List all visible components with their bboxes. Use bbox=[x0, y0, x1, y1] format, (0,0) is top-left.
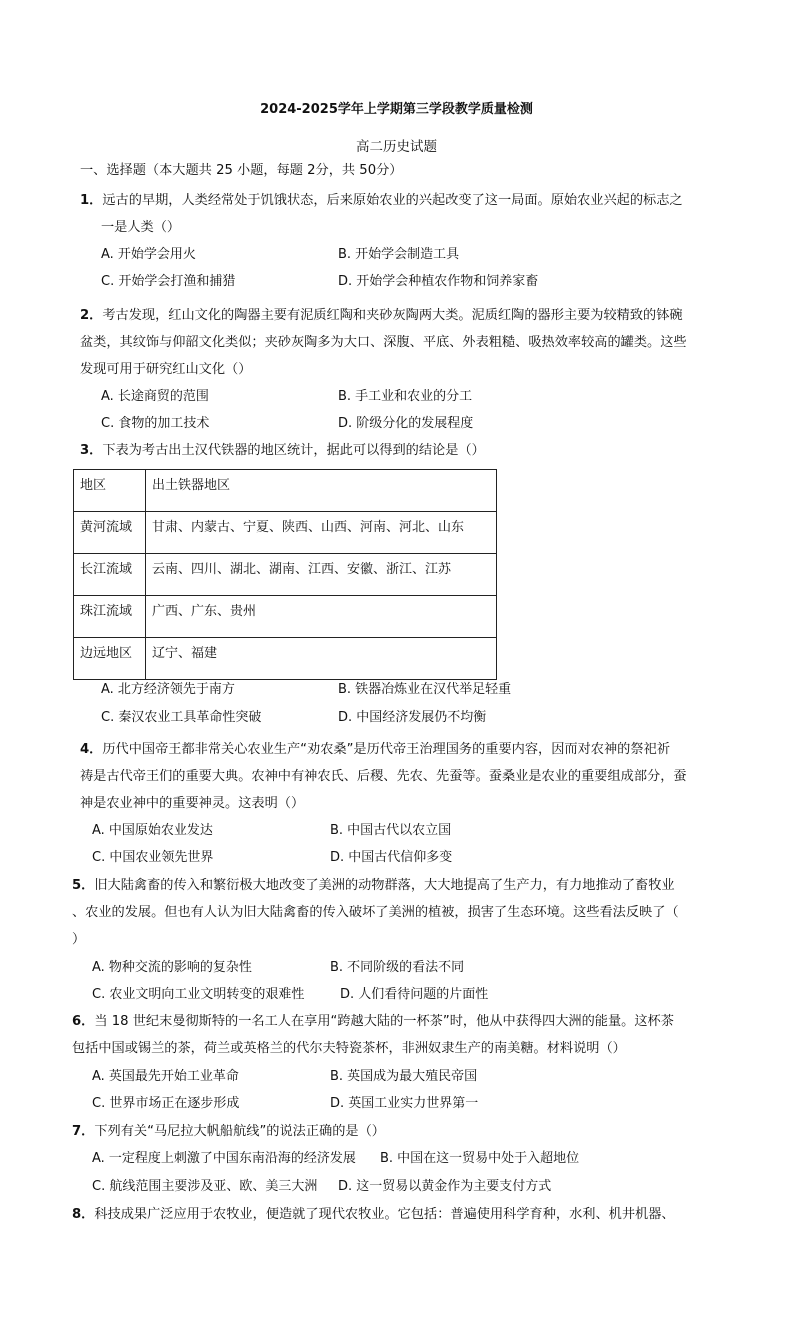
question-number: 7． bbox=[72, 1124, 95, 1139]
table-cell: 辽宁、福建 bbox=[146, 638, 497, 680]
question-2 bbox=[80, 307, 683, 325]
table-cell: 黄河流域 bbox=[74, 512, 146, 554]
table-cell: 甘肃、内蒙古、宁夏、陕西、山西、河南、河北、山东 bbox=[146, 512, 497, 554]
option-c: C. 中国农业领先世界 bbox=[92, 850, 214, 865]
option-d: D. 这一贸易以黄金作为主要支付方式 bbox=[338, 1179, 552, 1194]
question-text: 下列有关“马尼拉大帆船航线”的说法正确的是（） bbox=[94, 1124, 385, 1139]
question-7 bbox=[72, 1123, 385, 1141]
exam-subtitle: 高二历史试题 bbox=[356, 139, 437, 155]
option-a: A. 中国原始农业发达 bbox=[92, 823, 213, 838]
option-d: D. 人们看待问题的片面性 bbox=[340, 987, 489, 1002]
table-row bbox=[74, 638, 497, 680]
option-c: C. 秦汉农业工具革命性突破 bbox=[101, 710, 262, 725]
table-row bbox=[74, 596, 497, 638]
option-b: B. 不同阶级的看法不同 bbox=[330, 960, 465, 975]
question-8 bbox=[72, 1206, 675, 1224]
option-d: D. 中国经济发展仍不均衡 bbox=[338, 710, 487, 725]
question-text: 、农业的发展。但也有人认为旧大陆禽畜的传入破坏了美洲的植被，损害了生态环境。这些看法反映了（ bbox=[72, 905, 679, 920]
question-1 bbox=[80, 192, 683, 210]
option-d: D. 阶级分化的发展程度 bbox=[338, 416, 474, 431]
question-text: 下表为考古出土汉代铁器的地区统计，据此可以得到的结论是（） bbox=[102, 443, 485, 458]
option-b: B. 铁器冶炼业在汉代举足轻重 bbox=[338, 682, 512, 697]
option-c: C. 世界市场正在逐步形成 bbox=[92, 1096, 240, 1111]
question-text: 祷是古代帝王们的重要大典。农神中有神农氏、后稷、先农、先蚕等。蚕桑业是农业的重要组成部分，蚕 bbox=[80, 769, 687, 784]
option-a: A. 英国最先开始工业革命 bbox=[92, 1069, 239, 1084]
exam-title: 2024-2025学年上学期第三学段教学质量检测 bbox=[260, 102, 533, 117]
option-a: A. 一定程度上刺激了中国东南沿海的经济发展 bbox=[92, 1151, 356, 1166]
question-text: 历代中国帝王都非常关心农业生产“劝农桑”是历代帝王治理国务的重要内容，因而对农神的祭祀祈 bbox=[102, 742, 670, 757]
question-text: 远古的早期，人类经常处于饥饿状态，后来原始农业的兴起改变了这一局面。原始农业兴起的标志之 bbox=[102, 193, 683, 208]
question-text: 当 18 世纪末曼彻斯特的一名工人在享用“跨越大陆的一杯茶”时，他从中获得四大洲的能量。这杯茶 bbox=[94, 1014, 674, 1029]
question-4 bbox=[80, 741, 670, 759]
table-header-cell: 出土铁器地区 bbox=[146, 470, 497, 512]
question-number: 8． bbox=[72, 1207, 95, 1222]
table-cell: 珠江流域 bbox=[74, 596, 146, 638]
question-3 bbox=[80, 442, 485, 460]
option-a: A. 长途商贸的范围 bbox=[101, 389, 209, 404]
section-heading: 一、选择题（本大题共 25 小题，每题 2分，共 50分） bbox=[80, 163, 403, 178]
question-number: 4． bbox=[80, 742, 103, 757]
option-b: B. 英国成为最大殖民帝国 bbox=[330, 1069, 478, 1084]
table-cell: 广西、广东、贵州 bbox=[146, 596, 497, 638]
option-d: D. 英国工业实力世界第一 bbox=[330, 1096, 479, 1111]
option-b: B. 中国古代以农立国 bbox=[330, 823, 452, 838]
question-text: 盆类，其纹饰与仰韶文化类似；夹砂灰陶多为大口、深腹、平底、外表粗糙、吸热效率较高的罐类。这些 bbox=[80, 335, 687, 350]
option-c: C. 农业文明向工业文明转变的艰难性 bbox=[92, 987, 305, 1002]
option-a: A. 北方经济领先于南方 bbox=[101, 682, 235, 697]
option-c: C. 食物的加工技术 bbox=[101, 416, 210, 431]
iron-artifacts-table bbox=[73, 469, 497, 680]
table-cell: 云南、四川、湖北、湖南、江西、安徽、浙江、江苏 bbox=[146, 554, 497, 596]
question-text: 科技成果广泛应用于农牧业，便造就了现代农牧业。它包括：普遍使用科学育种，水利、机井机器、 bbox=[94, 1207, 675, 1222]
question-text: 包括中国或锡兰的茶，荷兰或英格兰的代尔夫特瓷茶杯，非洲奴隶生产的南美糖。材料说明（） bbox=[72, 1041, 626, 1056]
option-c: C. 航线范围主要涉及亚、欧、美三大洲 bbox=[92, 1179, 318, 1194]
question-text: 一是人类（） bbox=[101, 220, 181, 235]
table-header-row bbox=[74, 470, 497, 512]
question-number: 6． bbox=[72, 1014, 95, 1029]
question-text: 旧大陆禽畜的传入和繁衍极大地改变了美洲的动物群落，大大地提高了生产力，有力地推动了畜牧业 bbox=[94, 878, 675, 893]
option-d: D. 开始学会种植农作物和饲养家畜 bbox=[338, 274, 539, 289]
question-number: 2． bbox=[80, 308, 103, 323]
table-cell: 长江流域 bbox=[74, 554, 146, 596]
table-row bbox=[74, 512, 497, 554]
question-text: ） bbox=[72, 932, 86, 947]
question-number: 1． bbox=[80, 193, 103, 208]
question-text: 发现可用于研究红山文化（） bbox=[80, 362, 252, 377]
option-d: D. 中国古代信仰多变 bbox=[330, 850, 453, 865]
question-number: 3． bbox=[80, 443, 103, 458]
question-text: 考古发现，红山文化的陶器主要有泥质红陶和夹砂灰陶两大类。泥质红陶的器形主要为较精致的钵碗 bbox=[102, 308, 683, 323]
question-5 bbox=[72, 877, 675, 895]
question-number: 5． bbox=[72, 878, 95, 893]
option-a: A. 开始学会用火 bbox=[101, 247, 196, 262]
option-b: B. 开始学会制造工具 bbox=[338, 247, 460, 262]
table-row bbox=[74, 554, 497, 596]
table-cell: 边远地区 bbox=[74, 638, 146, 680]
option-b: B. 手工业和农业的分工 bbox=[338, 389, 473, 404]
question-6 bbox=[72, 1013, 674, 1031]
option-b: B. 中国在这一贸易中处于入超地位 bbox=[380, 1151, 580, 1166]
option-c: C. 开始学会打渔和捕猎 bbox=[101, 274, 236, 289]
question-text: 神是农业神中的重要神灵。这表明（） bbox=[80, 796, 305, 811]
table-header-cell: 地区 bbox=[74, 470, 146, 512]
option-a: A. 物种交流的影响的复杂性 bbox=[92, 960, 252, 975]
